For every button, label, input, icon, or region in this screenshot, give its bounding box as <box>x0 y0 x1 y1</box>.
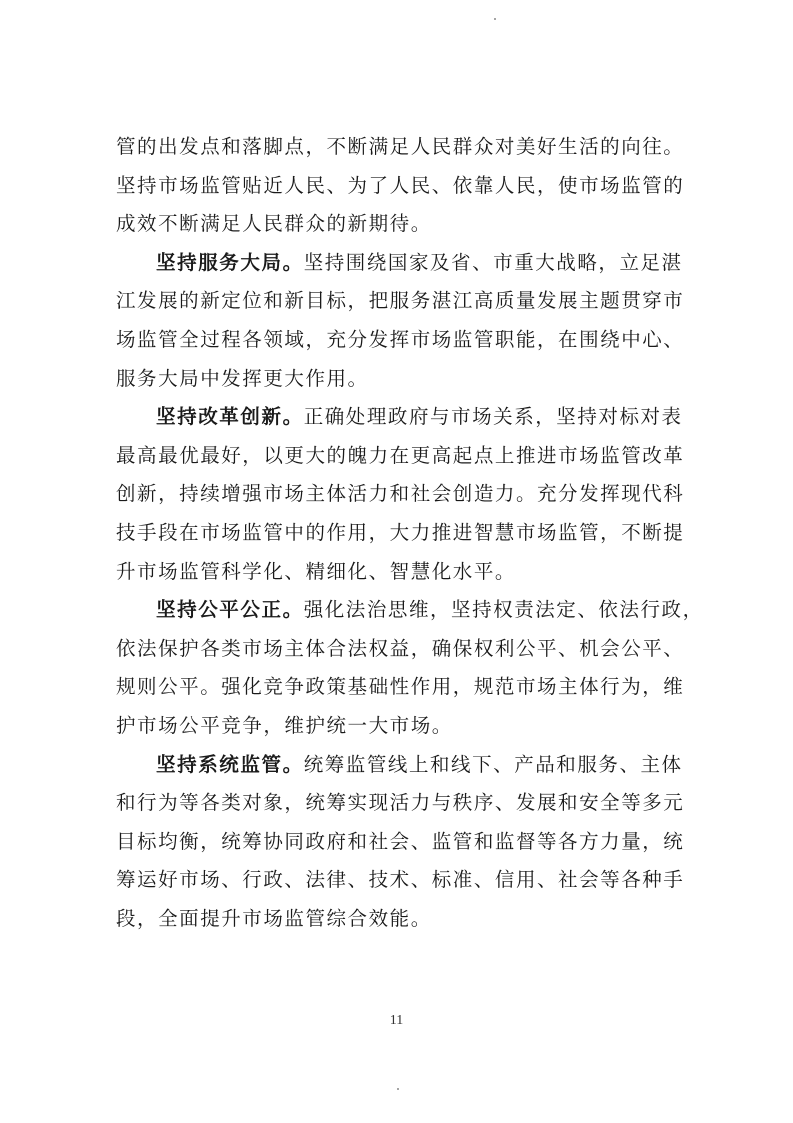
body-text <box>116 128 704 938</box>
text-line: 服务大局中发挥更大作用。 <box>116 366 369 390</box>
text-line: 护市场公平竞争，维护统一大市场。 <box>116 713 453 737</box>
text-line: 江发展的新定位和新目标，把服务湛江高质量发展主题贯穿市 <box>116 289 685 313</box>
text-line: 技手段在市场监管中的作用，大力推进智慧市场监管，不断提 <box>116 520 685 544</box>
text-run: 强化法治思维，坚持权责法定、依法行政， <box>303 598 704 622</box>
text-line: 依法保护各类市场主体合法权益，确保权利公平、机会公平、 <box>116 636 685 660</box>
text-line: 成效不断满足人民群众的新期待。 <box>116 212 432 236</box>
paragraph-first-line <box>116 746 686 785</box>
paragraph-heading: 坚持服务大局。 <box>156 250 304 274</box>
paragraph-heading: 坚持改革创新。 <box>156 405 304 429</box>
paragraph-heading: 坚持系统监管。 <box>156 752 304 776</box>
text-line: 和行为等各类对象，统筹实现活力与秩序、发展和安全等多元 <box>116 791 685 815</box>
text-line: 创新，持续增强市场主体活力和社会创造力。充分发挥现代科 <box>116 482 685 506</box>
text-line: 场监管全过程各领域，充分发挥市场监管职能，在围绕中心、 <box>116 327 685 351</box>
text-line: 升市场监管科学化、精细化、智慧化水平。 <box>116 559 516 583</box>
paragraph-first-line <box>116 591 704 630</box>
text-run: 正确处理政府与市场关系，坚持对标对表 <box>303 405 683 429</box>
text-line: 段，全面提升市场监管综合效能。 <box>116 906 432 930</box>
text-line: 目标均衡，统筹协同政府和社会、监管和监督等各方力量，统 <box>116 829 685 853</box>
text-run: 坚持围绕国家及省、市重大战略，立足湛 <box>303 250 683 274</box>
text-line: 筹运好市场、行政、法律、技术、标准、信用、社会等各种手 <box>116 868 685 892</box>
paragraph-heading: 坚持公平公正。 <box>156 598 304 622</box>
text-line: 坚持市场监管贴近人民、为了人民、依靠人民，使市场监管的 <box>116 173 685 197</box>
page-number: 11 <box>389 1013 404 1028</box>
paragraph-first-line <box>116 244 686 283</box>
paragraph-first-line <box>116 398 686 437</box>
scan-speck <box>397 1088 399 1090</box>
text-run: 统筹监管线上和线下、产品和服务、主体 <box>303 752 683 776</box>
scan-speck <box>494 18 496 20</box>
text-line: 规则公平。强化竞争政策基础性作用，规范市场主体行为，维 <box>116 675 685 699</box>
text-line: 最高最优最好，以更大的魄力在更高起点上推进市场监管改革 <box>116 443 685 467</box>
text-line: 管的出发点和落脚点，不断满足人民群众对美好生活的向往。 <box>116 135 685 158</box>
